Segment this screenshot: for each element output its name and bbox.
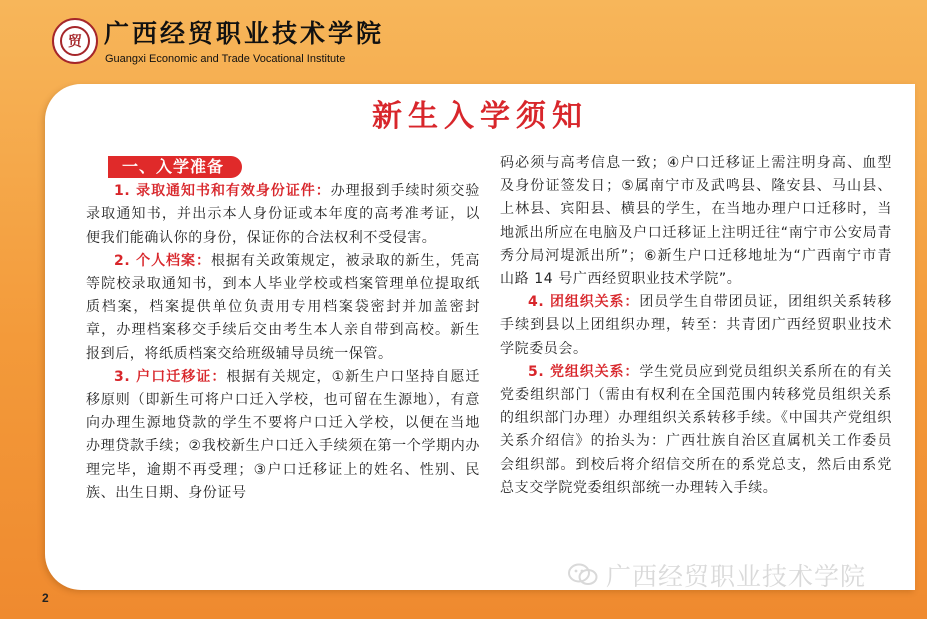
seal-emblem: 贸	[60, 26, 90, 56]
item-4-text: 团员学生自带团员证，团组织关系转移手续到县以上团组织办理，转至：共青团广西经贸职业技术学院委员会。	[500, 294, 893, 357]
item-2	[86, 250, 480, 366]
watermark	[568, 559, 866, 591]
item-3-label: 3. 户口迁移证：	[114, 368, 227, 385]
item-5-text: 学生党员应到党员组织关系所在的有关党委组织部门（需由有权利在全国范围内转移党员组织关系的组织部门办理）办理组织关系转移手续。《中国共产党组织关系介绍信》的抬头为：广西壮族自治区直属机关工作委员会组织部。到校后将介绍信交所在的系党总支，然后由系党总支交学院党委组织部统一办理转入手续。	[500, 363, 893, 496]
item-3-text-right: 码必须与高考信息一致；④户口迁移证上需注明身高、血型及身份证签发日；⑤属南宁市及武鸣县、隆安县、马山县、上林县、宾阳县、横县的学生，在当地办理户口迁移时，当地派出所应在电脑及户口迁移证上注明迁往“南宁市公安局青秀分局河堤派出所”；⑥新生户口迁移地址为“广西南宁市青山路 14 号广西经贸职业技术学院”。	[500, 155, 892, 288]
item-1	[86, 180, 480, 250]
page-title: 新生入学须知	[372, 99, 588, 134]
item-3-text-left: 根据有关规定，①新生户口坚持自愿迁移原则（即新生可将户口迁入学校，也可留在生源地），有意向办理生源地贷款的学生不要将户口迁入学校，以便在当地办理贷款手续；②我校新生户口迁入手续须在第一个学期内办理完毕，逾期不再受理；③户口迁移证上的姓名、性别、民族、出生日期、身份证号	[86, 368, 481, 501]
content-card	[45, 84, 915, 590]
right-column	[500, 152, 892, 500]
page-number: 2	[42, 591, 49, 605]
watermark-text: 广西经贸职业技术学院	[606, 562, 867, 591]
item-1-text: 办理报到手续时须交验录取通知书，并出示本人身份证或本年度的高考准考证，以便我们能确认你的身份，保证你的合法权利不受侵害。	[86, 183, 480, 246]
item-3-continued	[500, 152, 892, 291]
school-seal-logo	[52, 18, 98, 64]
item-4-label: 4. 团组织关系：	[528, 294, 640, 311]
item-1-label: 1. 录取通知书和有效身份证件：	[114, 183, 331, 200]
left-column	[86, 156, 480, 505]
item-2-text: 根据有关政策规定，被录取的新生，凭高等院校录取通知书，到本人毕业学校或档案管理单位提取纸质档案，档案提供单位负责用专用档案袋密封并加盖密封章，办理档案移交手续后交由考生本人亲自带到高校。新生报到后，将纸质档案交给班级辅导员统一保管。	[86, 252, 480, 362]
item-5-label: 5. 党组织关系：	[528, 363, 640, 380]
header	[0, 0, 927, 80]
item-2-label: 2. 个人档案：	[114, 252, 211, 269]
school-name-en: Guangxi Economic and Trade Vocational Institute	[105, 53, 346, 65]
school-name-cn: 广西经贸职业技术学院	[104, 19, 385, 48]
item-3	[86, 366, 480, 505]
item-4	[500, 291, 892, 361]
section-heading: 一、入学准备	[108, 156, 242, 178]
item-5	[500, 361, 892, 500]
wechat-icon	[568, 562, 598, 588]
